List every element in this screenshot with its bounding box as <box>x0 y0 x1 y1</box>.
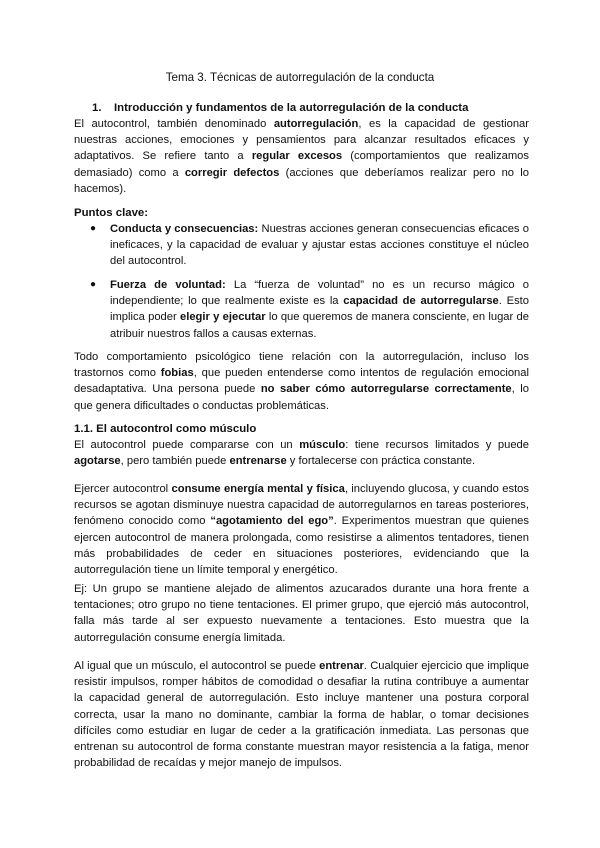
key-points-heading: Puntos clave: <box>74 207 149 219</box>
paragraph-entrenar: Al igual que un músculo, el autocontrol se puede entrenar. Cualquier ejercicio que implique resistir impulsos, romper hábitos de comodidad o desafiar la rutina contribuye a aumentar la capacidad general de autorregulación. Esto incluye mantener una postura corporal correcta, usar la mano no dominante, cambiar la forma de hablar, o tomar decisiones difíciles como estudiar en lugar de ceder a la gratificación inmediata. Las personas que entrenan su autocontrol de forma constante muestran mayor resistencia a la fatiga, menor probabilidad de recaídas y mejor manejo de impulsos. <box>74 660 530 770</box>
document-title: Tema 3. Técnicas de autorregulación de la conducta <box>165 71 435 84</box>
bullet-item-voluntad: ● Fuerza de voluntad: La “fuerza de voluntad” no es un recurso mágico o independiente; lo que realmente existe es la capacidad de autorregularse. Esto implica poder elegir y ejecutar lo que queremos de manera consciente, en lugar de atribuir nuestros fallos a causas externas. <box>90 279 530 340</box>
section-1-1-heading: 1.1. El autocontrol como músculo <box>74 423 257 435</box>
paragraph-trastornos: Todo comportamiento psicológico tiene relación con la autorregulación, incluso los trastornos como fobias, que pueden entenderse como intentos de regulación emocional desadaptativa. Una persona puede no saber cómo autorregularse correctamente, lo que genera dificultades o conductas problemáticas. <box>74 351 529 412</box>
bullet-icon: ● <box>90 223 97 234</box>
paragraph-musculo: El autocontrol puede compararse con un músculo: tiene recursos limitados y puede agotarse, pero también puede entrenarse y fortalecerse con práctica constante. <box>74 439 530 468</box>
paragraph-agotamiento: Ejercer autocontrol consume energía mental y física, incluyendo glucosa, y cuando estos recursos se agotan disminuye nuestra capacidad de autorregularnos en tareas posteriores, fenómeno conocido como “agotamiento del ego”. Experimentos muestran que quienes ejercen autocontrol de manera prolongada, como resistirse a alimentos tentadores, tienen más probabilidades de ceder en situaciones posteriores, evidenciando que la autorregulación tiene un límite temporal y energético. <box>74 483 529 577</box>
bullet-item-conducta: ● Conducta y consecuencias: Nuestras acciones generan consecuencias eficaces o ineficaces, y la capacidad de evaluar y ajustar estas acciones constituye el núcleo del autocontrol. <box>90 223 529 268</box>
paragraph-ejemplo: Ej: Un grupo se mantiene alejado de alimentos azucarados durante una hora frente a tentaciones; otro grupo no tiene tentaciones. El primer grupo, que ejerció más autocontrol, falla más tarde al ser expuesto nuevamente a tentaciones. Esto muestra que la autorregulación consume energía limitada. <box>74 583 529 644</box>
section-number: 1. <box>92 102 102 114</box>
section-heading-text: Introducción y fundamentos de la autorregulación de la conducta <box>114 102 469 114</box>
bullet-icon: ● <box>90 279 97 290</box>
intro-paragraph: El autocontrol, también denominado autorregulación, es la capacidad de gestionar nuestras acciones, emociones y pensamientos para alcanzar resultados eficaces y adaptativos. Se refiere tanto a regular excesos (comportamientos que realizamos demasiado) como a corregir defectos (acciones que deberíamos realizar pero no lo hacemos). <box>74 118 529 195</box>
section-1-heading <box>92 100 468 116</box>
